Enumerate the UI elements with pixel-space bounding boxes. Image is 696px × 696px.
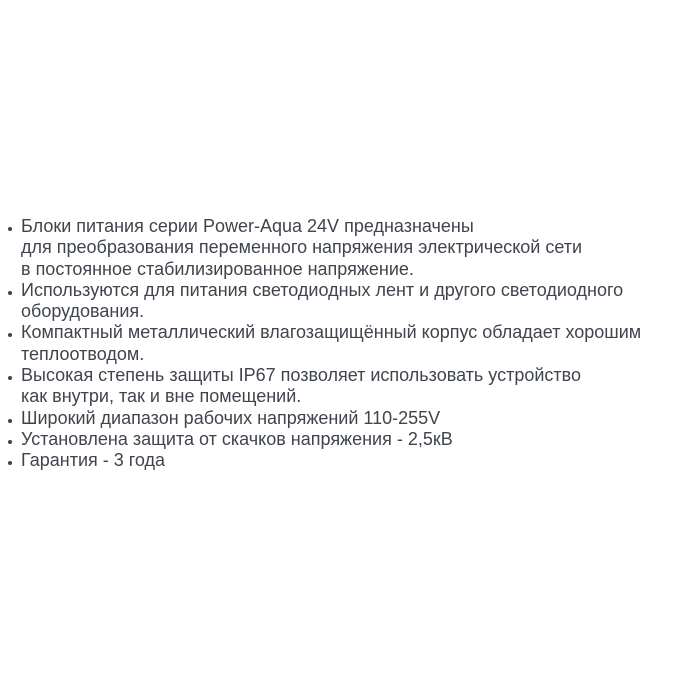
description-list bbox=[0, 216, 696, 472]
description-item bbox=[0, 429, 696, 450]
description-line: Компактный металлический влагозащищённый корпус обладает хорошим bbox=[21, 322, 642, 343]
description-line: Широкий диапазон рабочих напряжений 110-255V bbox=[21, 407, 441, 428]
description-line: теплоотводом. bbox=[21, 343, 145, 364]
description-line: как внутри, так и вне помещений. bbox=[21, 386, 302, 407]
description-item bbox=[0, 408, 696, 429]
description-line: для преобразования переменного напряжения электрической сети bbox=[21, 237, 583, 258]
description-line: Блоки питания серии Power-Aqua 24V предназначены bbox=[21, 216, 474, 236]
description-item bbox=[0, 450, 696, 471]
description-line: Гарантия - 3 года bbox=[21, 450, 166, 471]
description-line: оборудования. bbox=[21, 301, 145, 322]
description-item bbox=[0, 216, 696, 280]
description-line: в постоянное стабилизированное напряжение. bbox=[21, 258, 414, 279]
description-line: Высокая степень защиты IP67 позволяет использовать устройство bbox=[21, 365, 582, 386]
description-item bbox=[0, 365, 696, 408]
description-line: Установлена защита от скачков напряжения - 2,5кВ bbox=[21, 428, 453, 449]
description-item bbox=[0, 322, 696, 365]
description-item bbox=[0, 280, 696, 323]
description-line: Используются для питания светодиодных лент и другого светодиодного bbox=[21, 279, 624, 300]
